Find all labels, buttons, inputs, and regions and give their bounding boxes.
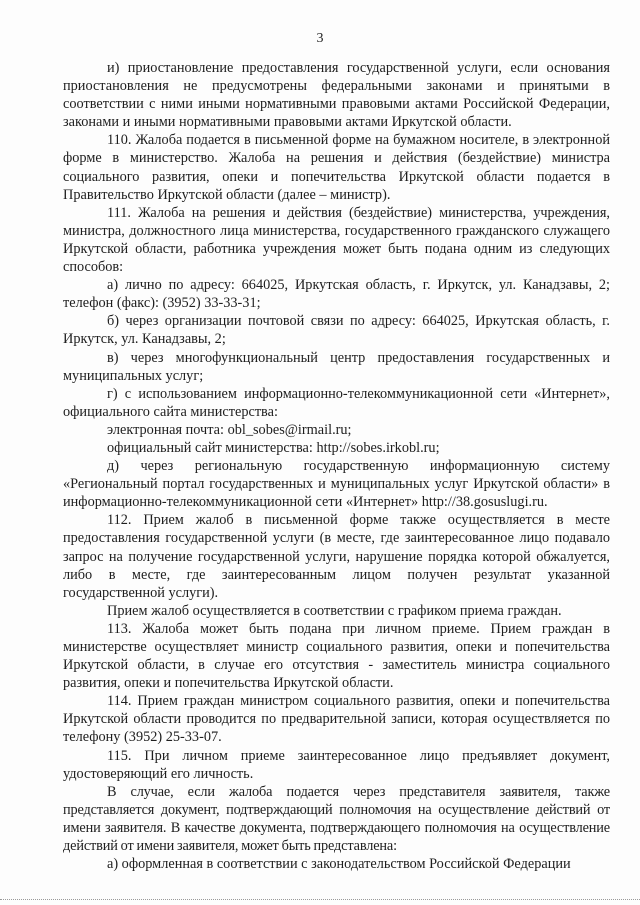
paragraph-111: 111. Жалоба на решения и действия (бездействие) министерства, учреждения, министра, должностного лица министерства, государственного гражданского служащего Иркутской области, работника учреждения может быть подана одним из следующих способов: <box>63 204 610 276</box>
list-item-d-portal: д) через региональную государственную информационную систему «Региональный портал государственных и муниципальных услуг Иркутской области» в информационно-телекоммуникационной сети «Интернет» http://38.gosuslugi.ru. <box>63 458 610 511</box>
list-item-a-in-person: а) лично по адресу: 664025, Иркутская область, г. Иркутск, ул. Канадзавы, 2; телефон (факс): (3952) 33-33-31; <box>63 277 610 312</box>
paragraph-112: 112. Прием жалоб в письменной форме также осуществляется в месте предоставления государственной услуги (в месте, где заинтересованное лицо подавало запрос на получение государственной услуги, нарушение порядка которой обжалуется, либо в месте, где заинтересованным лицом получен результат указанной государственной услуги). <box>63 512 610 601</box>
list-item-a-power-of-attorney: а) оформленная в соответствии с законодательством Российской Федерации <box>107 856 571 873</box>
list-item-b-post: б) через организации почтовой связи по адресу: 664025, Иркутская область, г. Иркутск, ул. Канадзавы, 2; <box>63 313 610 348</box>
list-item-v-mfc: в) через многофункциональный центр предоставления государственных и муниципальных услуг; <box>63 349 610 384</box>
document-body <box>63 59 610 873</box>
contact-email: электронная почта: obl_sobes@irmail.ru; <box>107 421 352 438</box>
list-item-g-internet: г) с использованием информационно-телекоммуникационной сети «Интернет», официального сайта министерства: <box>63 385 610 420</box>
paragraph-115: 115. При личном приеме заинтересованное лицо предъявляет документ, удостоверяющий его личность. <box>63 747 610 782</box>
page-number: 3 <box>316 31 324 46</box>
paragraph-110: 110. Жалоба подается в письменной форме на бумажном носителе, в электронной форме в министерство. Жалоба на решения и действия (бездействие) министра социального развития, опеки и попечительства Иркутской области подается в Правительство Иркутской области (далее – министр). <box>63 132 610 203</box>
paragraph-113: 113. Жалоба может быть подана при личном приеме. Прием граждан в министерстве осуществляет министр социального развития, опеки и попечительства Иркутской области, в случае его отсутствия - заместитель министра социального развития, опеки и попечительства Иркутской области. <box>63 620 610 692</box>
paragraph-schedule: Прием жалоб осуществляется в соответствии с графиком приема граждан. <box>107 602 562 619</box>
scan-edge-line <box>0 899 640 905</box>
paragraph-114: 114. Прием граждан министром социального развития, опеки и попечительства Иркутской области проводится по предварительной записи, которая осуществляется по телефону (3952) 25-33-07. <box>63 693 610 746</box>
paragraph-item-i: и) приостановление предоставления государственной услуги, если основания приостановления не предусмотрены федеральными законами и принятыми в соответствии с ними иными нормативными правовыми актами Российской Федерации, законами и иными нормативными правовыми актами Иркутской области. <box>63 60 610 131</box>
paragraph-representative: В случае, если жалоба подается через представителя заявителя, также представляется документ, подтверждающий полномочия на осуществление действий от имени заявителя. В качестве документа, подтверждающего полномочия на осуществление действий от имени заявителя, может быть представлена: <box>63 783 610 855</box>
contact-website: официальный сайт министерства: http://sobes.irkobl.ru; <box>107 439 440 456</box>
